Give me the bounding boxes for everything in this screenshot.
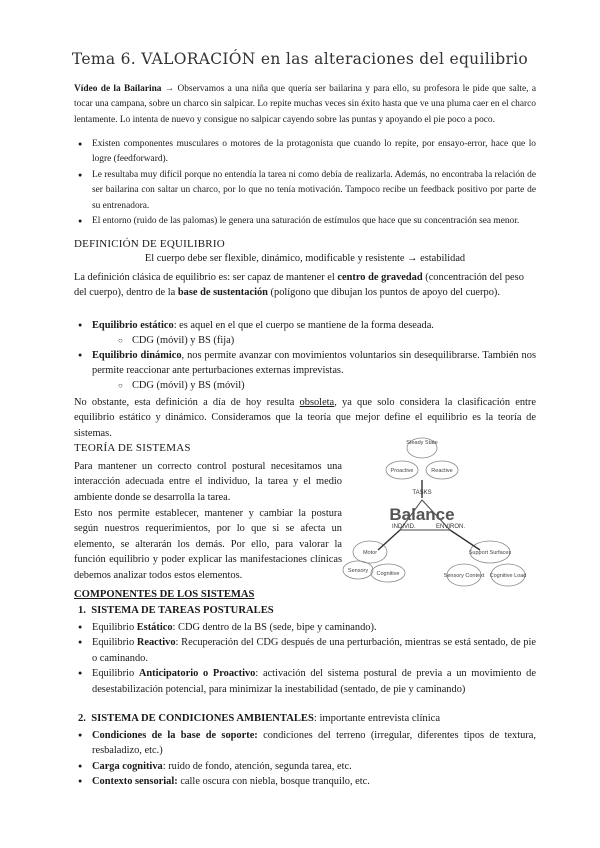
text-span: Equilibrio	[92, 668, 139, 680]
list-item	[92, 759, 536, 774]
sub-list-item: ○ CDG (móvil) y BS (fija)	[132, 333, 234, 348]
bold-term: centro de gravedad	[337, 272, 423, 283]
diagram-label: Reactive	[431, 468, 453, 474]
diagram-label: Cognitive Load	[489, 573, 527, 579]
underlined-term: obsoleta	[299, 397, 335, 408]
section-number: 2.	[78, 713, 86, 724]
diagram-label: Sensory	[347, 568, 369, 574]
text-span: : Recuperación del CDG después de una perturbación, mientras se está sentado, de pie o caminando.	[92, 637, 536, 664]
text-span: : es aquel en el que el cuerpo se mantiene de la forma deseada.	[173, 320, 434, 331]
sub-list-item: ○ CDG (móvil) y BS (móvil)	[132, 378, 245, 393]
list-item: ● El entorno (ruido de las palomas) le genera una saturación de estímulos que hace que su concentración sea menor.	[92, 214, 536, 229]
diagram-label: INDIVID.	[392, 524, 416, 530]
section-heading-definicion: DEFINICIÓN DE EQUILIBRIO	[74, 238, 225, 250]
text-span: condiciones del terreno (irregular, diferentes tipos de textura, resbaladizo, etc.)	[92, 730, 536, 757]
text-span: , nos permite avanzar con movimientos voluntarios sin desequilibrarse. También nos permite reaccionar ante perturbaciones externas imprevistas.	[92, 350, 536, 377]
text-span: calle oscura con niebla, bosque tranquilo, etc.	[177, 776, 370, 788]
text-span: : activación del sistema postural de previa a un movimiento de desestabilización potencial, para minimizar la inestabilidad (sentado, de pie y caminando)	[92, 668, 536, 695]
list-item	[92, 318, 536, 333]
text-span: (concentración del peso del cuerpo), dentro de la	[74, 272, 524, 299]
section-number: 1.	[78, 605, 86, 616]
balance-systems-diagram	[340, 430, 550, 590]
section-heading-teoria: TEORÍA DE SISTEMAS	[74, 442, 191, 454]
list-item: ● Le resultaba muy difícil porque no entendía la tarea ni como debía de realizarla. Además, no encontraba la relación de ser bailarina con saltar un charco, por lo que no tenía motivación. Tampoco recibe un feedback positivo por parte de su entrenadora.	[92, 168, 536, 214]
subsection-heading-ambientales	[78, 713, 440, 724]
video-bullets	[92, 137, 536, 229]
text-span: , ya que solo considera la clasificación entre equilibrio estático y dinámico. Consideramos que la teoría que mejor define el equilibrio es la teoría de sistemas.	[74, 397, 536, 439]
list-item	[92, 348, 536, 379]
text-span: : CDG dentro de la BS (sede, bipe y caminando).	[172, 622, 377, 633]
definition-center-line: El cuerpo debe ser flexible, dinámico, modificable y resistente → estabilidad	[144, 253, 466, 264]
ambientales-list	[92, 728, 536, 790]
bold-term: Equilibrio dinámico	[92, 350, 182, 361]
text-span: La definición clásica de equilibrio es: ser capaz de mantener el	[74, 272, 338, 283]
bold-term: Equilibrio estático	[92, 320, 174, 331]
section-title: SISTEMA DE TAREAS POSTURALES	[91, 605, 274, 616]
video-text: Observamos a una niña que quería ser bailarina y para ello, su profesora le pide que salte, a tocar una campana, sobre un charco sin salpicar. Lo repite muchas veces sin éxito hasta que ve una pluma caer en el charco lentamente. Lo intenta de nuevo y consigue no salpicar cayendo sobre las puntas y apoyando el pie poco a poco.	[74, 84, 536, 125]
definition-paragraph	[74, 270, 536, 301]
list-item	[92, 635, 536, 666]
diagram-label: Support Surfaces	[468, 550, 512, 556]
bold-term: Condiciones de la base de soporte:	[92, 730, 258, 741]
subsection-heading-tareas	[78, 605, 274, 616]
bold-term: Estático	[136, 622, 173, 633]
text-span: No obstante, esta definición a día de hoy resulta	[74, 397, 300, 408]
list-item	[92, 666, 536, 697]
bold-term: Contexto sensorial:	[92, 776, 178, 788]
diagram-label: ENVIRON.	[436, 524, 466, 530]
equilibrio-list-estatico	[92, 318, 536, 333]
bold-term: Carga cognitiva	[92, 760, 163, 772]
bold-term: Reactivo	[136, 637, 176, 649]
diagram-label: TASKS	[412, 490, 432, 496]
diagram-label: Sensory Context	[443, 573, 485, 579]
text-span: : importante entrevista clínica	[313, 713, 441, 724]
text-span: (polígono que dibujan los puntos de apoyo del cuerpo).	[267, 287, 500, 299]
section-heading-componentes: COMPONENTES DE LOS SISTEMAS	[74, 589, 255, 600]
list-item	[92, 728, 536, 759]
equilibrio-list-dinamico	[92, 348, 536, 379]
text-span: Equilibrio	[92, 637, 137, 649]
teoria-paragraph-2: Esto nos permite establecer, mantener y cambiar la postura según nuestros requerimientos, por lo que si se afecta un elemento, se alterarán los demás. Por ello, para valorar la función equilibrio y poder explicar las manifestaciones clínicas debemos analizar todos estos elementos.	[74, 508, 342, 581]
video-label: Vídeo de la Bailarina	[74, 84, 162, 94]
video-paragraph	[74, 82, 536, 128]
bold-term: base de sustentación	[177, 287, 268, 299]
bold-term: Anticipatorio o Proactivo	[138, 668, 256, 680]
page-title: Tema 6. VALORACIÓN en las alteraciones del equilibrio	[71, 50, 529, 68]
arrow-glyph: →	[164, 84, 175, 94]
teoria-paragraph-1: Para mantener un correcto control postural necesitamos una interacción adecuada entre el individuo, la tarea y el medio ambiente donde se desarrolla la tarea.	[74, 461, 342, 503]
list-item	[92, 774, 536, 789]
text-span: : ruido de fondo, atención, segunda tarea, etc.	[162, 760, 352, 772]
diagram-label: Proactive	[390, 468, 414, 474]
list-item: ● Existen componentes musculares o motores de la protagonista que cuando lo repite, por ensayo-error, hace que lo logre (feedforward).	[92, 137, 536, 168]
text-span: Equilibrio	[92, 622, 137, 633]
diagram-label: Cognitive	[376, 571, 400, 577]
list-item	[92, 620, 536, 635]
tareas-list	[92, 620, 536, 697]
diagram-label: Motor	[362, 550, 378, 556]
section-title: SISTEMA DE CONDICIONES AMBIENTALES	[91, 713, 314, 724]
diagram-center-label: Balance	[389, 505, 455, 524]
diagram-label: Steady State	[406, 440, 438, 446]
